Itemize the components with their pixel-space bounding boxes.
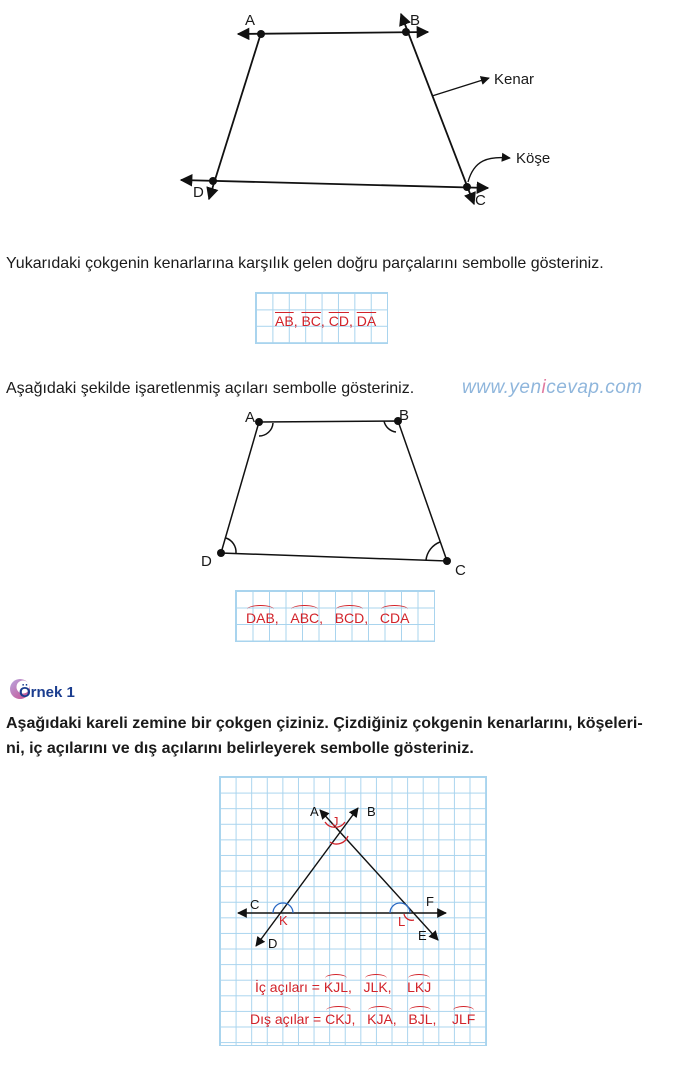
segment-cd: $\overline{CD}$ <box>328 313 349 329</box>
exterior-angles: Dış açılar = CKJ, KJA, BJL, JLF <box>250 1011 476 1027</box>
line-bc <box>401 14 474 204</box>
figure-polygon-sides <box>150 0 580 225</box>
arc-l-exterior <box>404 914 414 920</box>
answer-2-grid <box>235 590 435 642</box>
angle-bcd: BCD <box>334 610 365 626</box>
question-2: Aşağıdaki şekilde işaretlenmiş açıları sembolle gösteriniz. <box>6 380 415 397</box>
example-title: Örnek 1 <box>19 684 75 701</box>
answer-1-grid <box>255 292 388 344</box>
point-a <box>257 30 265 38</box>
angle-dab: DAB <box>246 610 275 626</box>
example-text-line-1: Aşağıdaki kareli zemine bir çokgen çiziniz. Çizdiğiniz çokgenin kenarlarını, köşeleri- <box>6 715 643 732</box>
angle-arc-c <box>426 542 440 560</box>
watermark <box>462 377 643 399</box>
kose-pointer <box>468 158 510 182</box>
label-b: B <box>410 12 421 29</box>
line-ae <box>320 810 438 940</box>
line-ab <box>238 32 428 34</box>
label2-a: A <box>245 409 256 426</box>
figure-triangle <box>219 776 487 1046</box>
segment-bc: $\overline{BC}$ <box>301 313 321 329</box>
exterior-label: Dış açılar = <box>250 1011 322 1027</box>
exterior-bjl: BJL <box>408 1011 433 1027</box>
segment-da: $\overline{DA}$ <box>356 313 377 329</box>
angle-arc-d <box>226 538 236 553</box>
watermark-accent: i <box>541 377 547 398</box>
interior-angles: İç açıları = KJL, JLK, LKJ <box>255 979 432 995</box>
label3-a: A <box>310 804 319 819</box>
label3-b: B <box>367 804 376 819</box>
label-kenar: Kenar <box>494 71 535 88</box>
label2-c: C <box>455 562 466 579</box>
label3-d: D <box>268 936 278 951</box>
segment-ab: $\overline{AB}$ <box>275 313 294 329</box>
point2-d <box>217 549 225 557</box>
label-a: A <box>245 12 256 29</box>
label-c: C <box>475 192 486 209</box>
angle-cda: CDA <box>379 610 410 626</box>
label3-l: L <box>398 914 406 929</box>
answer-1-segments: $\overline{AB}$, $\overline{BC}$, $\overline{CD}$, $\overline{DA}$ <box>275 313 377 329</box>
point-b <box>402 28 410 36</box>
label3-j: J <box>332 814 339 829</box>
label3-f: F <box>426 894 434 909</box>
label-d: D <box>193 184 204 201</box>
angle-abc: ABC <box>290 610 320 626</box>
exterior-kja: KJA <box>367 1011 393 1027</box>
interior-lkj: LKJ <box>407 979 432 995</box>
interior-kjl: KJL <box>323 979 348 995</box>
interior-label: İç açıları = <box>255 979 320 995</box>
point-d <box>209 177 217 185</box>
point2-c <box>443 557 451 565</box>
point-c <box>463 183 471 191</box>
example-text-line-2: ni, iç açılarını ve dış açılarını belirleyerek sembolle gösteriniz. <box>6 740 474 757</box>
line-db <box>256 808 358 946</box>
figure-polygon-angles <box>195 400 475 585</box>
point2-a <box>255 418 263 426</box>
kenar-pointer <box>432 78 489 96</box>
label2-d: D <box>201 553 212 570</box>
watermark-part-2: cevap.com <box>546 377 643 398</box>
answer-2-angles: DAB, ABC, BCD, CDA <box>246 610 410 626</box>
label-kose: Köşe <box>516 150 551 167</box>
arc-k <box>273 903 293 913</box>
angle-arc-b <box>384 421 396 432</box>
exterior-jlf: JLF <box>451 1011 476 1027</box>
watermark-part-1: www.yen <box>462 377 542 398</box>
arc-l <box>390 903 410 913</box>
label2-b: B <box>399 407 410 424</box>
label3-c: C <box>250 897 260 912</box>
line-dc <box>181 180 488 188</box>
exterior-ckj: CKJ <box>325 1011 352 1027</box>
label3-k: K <box>279 913 288 928</box>
interior-jlk: JLK <box>363 979 388 995</box>
question-1: Yukarıdaki çokgenin kenarlarına karşılık gelen doğru parçalarını sembolle gösteriniz. <box>6 255 604 272</box>
label3-e: E <box>418 928 427 943</box>
line-ad <box>209 33 261 199</box>
quad-abcd <box>221 421 447 561</box>
